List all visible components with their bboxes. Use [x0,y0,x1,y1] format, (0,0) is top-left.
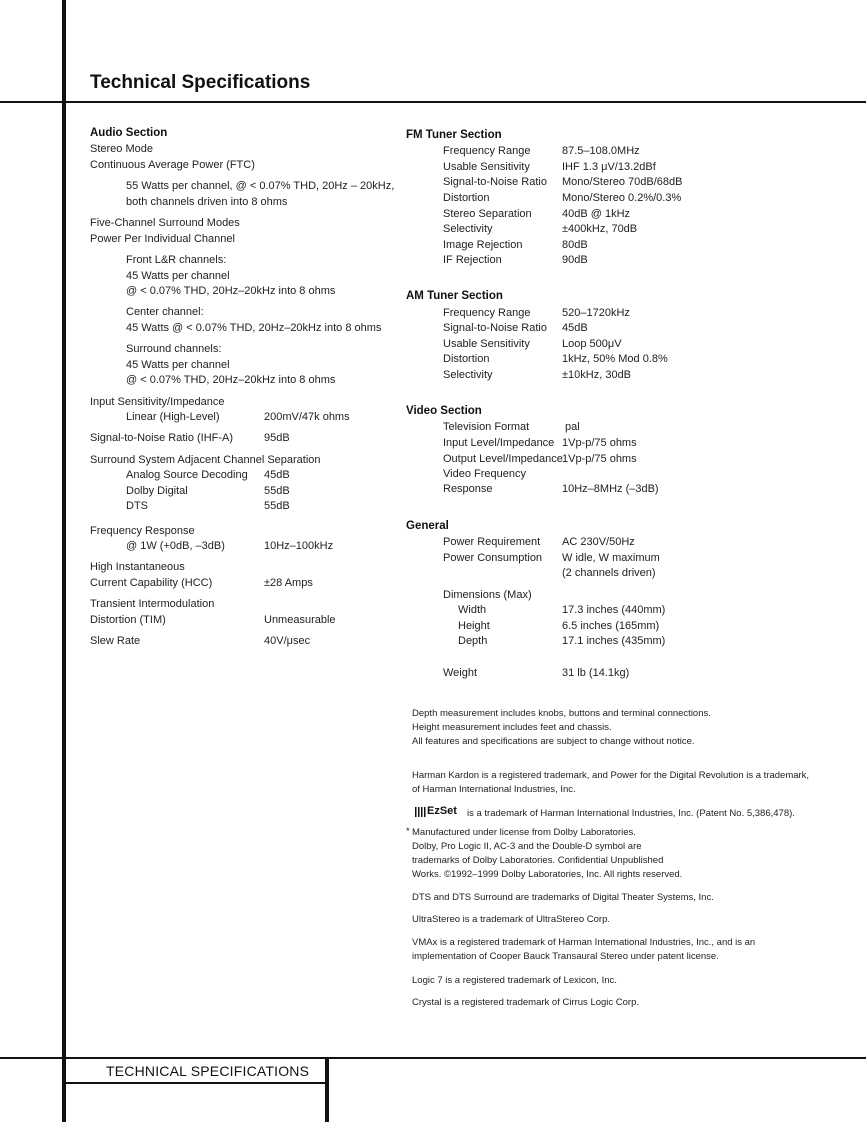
logic7-trademark: Logic 7 is a registered trademark of Lexicon, Inc. [412,975,617,986]
dolby-trademark: trademarks of Dolby Laboratories. Confidential Unpublished [412,855,664,866]
power-individual-label: Power Per Individual Channel [90,233,235,245]
output-level-value: 1Vp-p/75 ohms [562,453,637,465]
fm-row-value: 87.5–108.0MHz [562,145,640,157]
vmax-trademark: implementation of Cooper Bauck Transaural Stereo under patent license. [412,951,719,962]
surround-channels-watts: 45 Watts per channel [126,359,230,371]
fm-row-label: IF Rejection [443,254,502,266]
am-row-label: Frequency Range [443,307,531,319]
video-heading: Video Section [406,405,482,417]
am-row-value: Loop 500μV [562,338,622,350]
width-value: 17.3 inches (440mm) [562,604,666,616]
fm-row-value: IHF 1.3 μV/13.2dBf [562,161,656,173]
dolby-digital-value: 55dB [264,485,290,497]
tv-format-label: Television Format [443,421,530,433]
power-requirement-label: Power Requirement [443,536,541,548]
weight-value: 31 lb (14.1kg) [562,667,630,679]
video-frequency-label: Response [443,483,493,495]
tim-value: Unmeasurable [264,614,336,626]
surround-channels-label: Surround channels: [126,343,222,355]
measurement-note: Depth measurement includes knobs, buttons and terminal connections. [412,708,711,719]
footer-rule [0,1057,866,1059]
power-consumption-value: (2 channels driven) [562,567,656,579]
linear-label: Linear (High-Level) [126,411,220,423]
am-row-value: ±10kHz, 30dB [562,369,632,381]
ezset-trademark: is a trademark of Harman International Industries, Inc. (Patent No. 5,386,478). [467,808,795,819]
fm-row-value: 40dB @ 1kHz [562,208,631,220]
center-channel-spec: 45 Watts @ < 0.07% THD, 20Hz–20kHz into 8 ohms [126,322,382,334]
frequency-response-label: Frequency Response [90,525,195,537]
am-row-label: Distortion [443,353,490,365]
crystal-trademark: Crystal is a registered trademark of Cirrus Logic Corp. [412,997,640,1008]
fm-row-value: 90dB [562,254,588,266]
dolby-trademark: Manufactured under license from Dolby Laboratories. [412,827,636,838]
hcc-label: High Instantaneous [90,561,185,573]
power-spec-line: 55 Watts per channel, @ < 0.07% THD, 20Hz – 20kHz, [126,180,395,192]
height-value: 6.5 inches (165mm) [562,620,660,632]
left-margin-bar [62,0,66,1122]
vmax-trademark: VMAx is a registered trademark of Harman International Industries, Inc., and is an [412,937,756,948]
fm-row-label: Stereo Separation [443,208,532,220]
am-row-value: 1kHz, 50% Mod 0.8% [562,353,668,365]
power-consumption-label: Power Consumption [443,552,543,564]
header-rule [0,101,866,103]
harman-trademark: Harman Kardon is a registered trademark, and Power for the Digital Revolution is a trademark, [412,770,810,781]
ezset-logo [415,806,461,818]
dimensions-label: Dimensions (Max) [443,589,532,601]
audio-heading: Audio Section [90,127,168,139]
analog-decoding-value: 45dB [264,469,290,481]
am-row-label: Signal-to-Noise Ratio [443,322,547,334]
width-label: Width [458,604,487,616]
dolby-footnote-mark: * [406,826,410,837]
dolby-digital-label: Dolby Digital [126,485,188,497]
measurement-note: All features and specifications are subject to change without notice. [412,736,695,747]
slew-rate-label: Slew Rate [90,635,141,647]
dts-label: DTS [126,500,148,512]
dts-value: 55dB [264,500,290,512]
measurement-note: Height measurement includes feet and chassis. [412,722,612,733]
fm-row-label: Image Rejection [443,239,523,251]
dolby-trademark: Dolby, Pro Logic II, AC-3 and the Double-D symbol are [412,841,642,852]
power-spec-line: both channels driven into 8 ohms [126,196,288,208]
fm-row-label: Signal-to-Noise Ratio [443,176,547,188]
fm-row-label: Frequency Range [443,145,531,157]
height-label: Height [458,620,490,632]
hcc-value: ±28 Amps [264,577,313,589]
general-heading: General [406,520,449,532]
fm-row-value: 80dB [562,239,588,251]
tv-format-value: pal [565,421,580,433]
continuous-power-label: Continuous Average Power (FTC) [90,159,255,171]
fm-row-label: Distortion [443,192,490,204]
ezset-logo-text: EzSet [427,805,457,817]
center-channel-label: Center channel: [126,306,204,318]
ultrastereo-trademark: UltraStereo is a trademark of UltraStereo Corp. [412,914,610,925]
weight-label: Weight [443,667,478,679]
slew-rate-value: 40V/μsec [264,635,311,647]
fm-row-value: ±400kHz, 70dB [562,223,638,235]
footer-label: TECHNICAL SPECIFICATIONS [106,1063,310,1079]
fm-row-value: Mono/Stereo 0.2%/0.3% [562,192,682,204]
depth-value: 17.1 inches (435mm) [562,635,666,647]
front-channels-thd: @ < 0.07% THD, 20Hz–20kHz into 8 ohms [126,285,336,297]
dolby-trademark: Works. ©1992–1999 Dolby Laboratories, Inc. All rights reserved. [412,869,683,880]
tim-label: Transient Intermodulation [90,598,215,610]
output-level-label: Output Level/Impedance [443,453,563,465]
five-channel-label: Five-Channel Surround Modes [90,217,240,229]
dts-trademark: DTS and DTS Surround are trademarks of Digital Theater Systems, Inc. [412,892,714,903]
tim-label: Distortion (TIM) [90,614,166,626]
video-frequency-value: 10Hz–8MHz (–3dB) [562,483,659,495]
fm-row-label: Usable Sensitivity [443,161,530,173]
am-row-value: 520–1720kHz [562,307,630,319]
frequency-response-value: 10Hz–100kHz [264,540,334,552]
front-channels-label: Front L&R channels: [126,254,227,266]
stereo-mode-label: Stereo Mode [90,143,153,155]
surround-channels-thd: @ < 0.07% THD, 20Hz–20kHz into 8 ohms [126,374,336,386]
am-heading: AM Tuner Section [406,290,503,302]
am-row-value: 45dB [562,322,588,334]
separation-label: Surround System Adjacent Channel Separation [90,454,321,466]
input-level-value: 1Vp-p/75 ohms [562,437,637,449]
am-row-label: Selectivity [443,369,493,381]
power-requirement-value: AC 230V/50Hz [562,536,635,548]
snr-label: Signal-to-Noise Ratio (IHF-A) [90,432,234,444]
input-level-label: Input Level/Impedance [443,437,555,449]
page-title: Technical Specifications [90,72,311,93]
power-consumption-value: W idle, W maximum [562,552,660,564]
linear-value: 200mV/47k ohms [264,411,350,423]
fm-row-label: Selectivity [443,223,493,235]
hcc-label: Current Capability (HCC) [90,577,213,589]
analog-decoding-label: Analog Source Decoding [126,469,248,481]
harman-trademark: of Harman International Industries, Inc. [412,784,576,795]
input-sensitivity-label: Input Sensitivity/Impedance [90,396,225,408]
front-channels-watts: 45 Watts per channel [126,270,230,282]
footer-underline [66,1082,326,1084]
fm-heading: FM Tuner Section [406,129,502,141]
footer-divider [325,1057,329,1122]
fm-row-value: Mono/Stereo 70dB/68dB [562,176,683,188]
video-frequency-label: Video Frequency [443,468,526,480]
am-row-label: Usable Sensitivity [443,338,530,350]
snr-value: 95dB [264,432,290,444]
frequency-response-sub: @ 1W (+0dB, –3dB) [126,540,225,552]
depth-label: Depth [458,635,488,647]
